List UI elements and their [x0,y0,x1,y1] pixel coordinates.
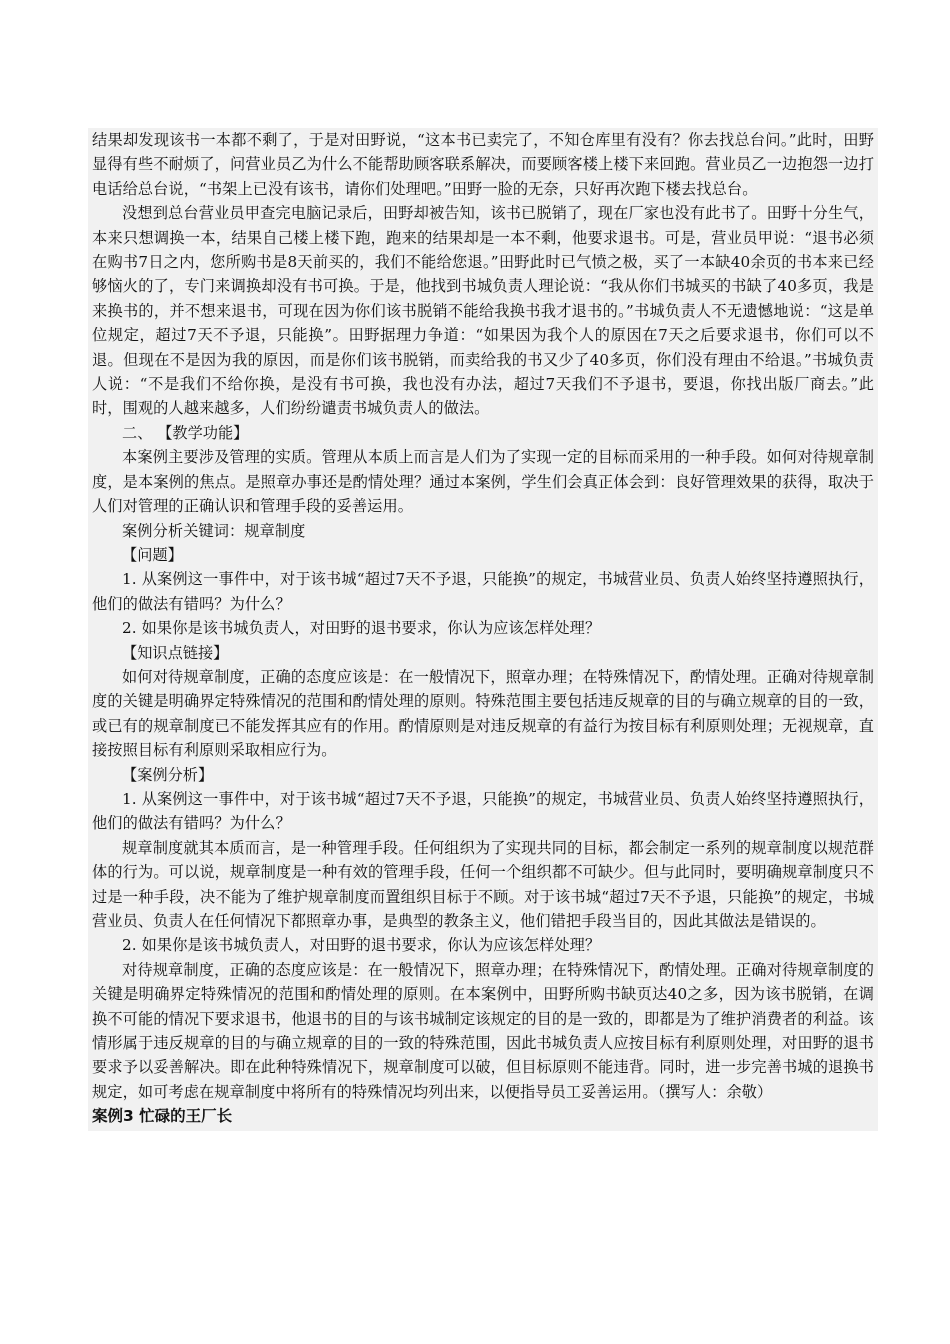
story-paragraph-1: 结果却发现该书一本都不剩了，于是对田野说，“这本书已卖完了，不知仓库里有没有？你去找总台问。”此时，田野显得有些不耐烦了，问营业员乙为什么不能帮助顾客联系解决，而要顾客楼上楼下来回跑。营业员乙一边抱怨一边打电话给总台说，“书架上已没有该书，请你们处理吧。”田野一脸的无奈，只好再次跑下楼去找总台。 [92,131,874,198]
knowledge-heading: 【知识点链接】 [122,643,229,662]
analysis-answer-2: 对待规章制度，正确的态度应该是：在一般情况下，照章办理；在特殊情况下，酌情处理。正确对待规章制度的关键是明确界定特殊情况的范围和酌情处理的原则。在本案例中，田野所购书缺页达40之多，因为该书脱销，在调换不可能的情况下要求退书，他退书的目的与该书城制定该规定的目的是一致的，即都是为了维护消费者的利益。该情形属于违反规章的目的与确立规章的目的一致的特殊范围，因此书城负责人应按目标有利原则处理，对田野的退书要求予以妥善解决。即在此种特殊情况下，规章制度可以破，但目标原则不能违背。同时，进一步完善书城的退换书规定，如可考虑在规章制度中将所有的特殊情况均列出来，以便指导员工妥善运用。（撰写人：余敬） [92,960,874,1101]
question-1: 1. 从案例这一事件中，对于该书城“超过7天不予退，只能换”的规定，书城营业员、负责人始终坚持遵照执行，他们的做法有错吗？为什么？ [92,570,874,613]
section-heading-teaching-function: 二、 【教学功能】 [122,423,249,442]
analysis-answer-1: 规章制度就其本质而言，是一种管理手段。任何组织为了实现共同的目标，都会制定一系列的规章制度以规范群体的行为。可以说，规章制度是一种有效的管理手段，任何一个组织都不可缺少。但与此同时，要明确规章制度只不过是一种手段，决不能为了维护规章制度而置组织目标于不顾。对于该书城“超过7天不予退，只能换”的规定，书城营业员、负责人在任何情况下都照章办事，是典型的教条主义，他们错把手段当目的，因此其做法是错误的。 [92,838,874,930]
analysis-question-2: 2. 如果你是该书城负责人，对田野的退书要求，你认为应该怎样处理？ [122,936,601,955]
analysis-heading: 【案例分析】 [122,765,214,784]
question-2: 2. 如果你是该书城负责人，对田野的退书要求，你认为应该怎样处理？ [122,619,601,638]
knowledge-text: 如何对待规章制度，正确的态度应该是：在一般情况下，照章办理；在特殊情况下，酌情处理。正确对待规章制度的关键是明确界定特殊情况的范围和酌情处理的原则。特殊范围主要包括违反规章的目的与确立规章的目的一致，或已有的规章制度已不能发挥其应有的作用。酌情原则是对违反规章的有益行为按目标有利原则处理；无视规章，直接按照目标有利原则采取相应行为。 [92,667,874,760]
questions-heading: 【问题】 [122,545,183,564]
story-paragraph-2: 没想到总台营业员甲查完电脑记录后，田野却被告知，该书已脱销了，现在厂家也没有此书了。田野十分生气，本来只想调换一本，结果自己楼上楼下跑，跑来的结果却是一本不剩，他要求退书。可是，营业员甲说：“退书必须在购书7日之内，您所购书是8天前买的，我们不能给您退。”田野此时已气愤之极，买了一本缺40余页的书本来已经够恼火的了，专门来调换却没有书可换。于是，他找到书城负责人理论说：“我从你们书城买的书缺了40多页，我是来换书的，并不想来退书，可现在因为你们该书脱销不能给我换书我才退书的。”书城负责人不无遗憾地说：“这是单位规定，超过7天不予退，只能换”。田野据理力争道：“如果因为我个人的原因在7天之后要求退书，你们可以不退。但现在不是因为我的原因，而是你们该书脱销，而卖给我的书又少了40多页，你们没有理由不给退。”书城负责人说：“不是我们不给你换，是没有书可换，我也没有办法，超过7天我们不予退书，要退，你找出版厂商去。”此时，围观的人越来越多，人们纷纷谴责书城负责人的做法。 [92,204,874,418]
next-case-title: 案例3 忙碌的王厂长 [92,1107,233,1126]
analysis-question-1: 1. 从案例这一事件中，对于该书城“超过7天不予退，只能换”的规定，书城营业员、负责人始终坚持遵照执行，他们的做法有错吗？为什么？ [92,789,874,833]
keywords-line: 案例分析关键词：规章制度 [122,521,306,540]
document-body [88,128,878,1131]
teaching-function-text: 本案例主要涉及管理的实质。管理从本质上而言是人们为了实现一定的目标而采用的一种手段。如何对待规章制度，是本案例的焦点。是照章办事还是酌情处理？通过本案例，学生们会真正体会到：良好管理效果的获得，取决于人们对管理的正确认识和管理手段的妥善运用。 [92,448,874,516]
